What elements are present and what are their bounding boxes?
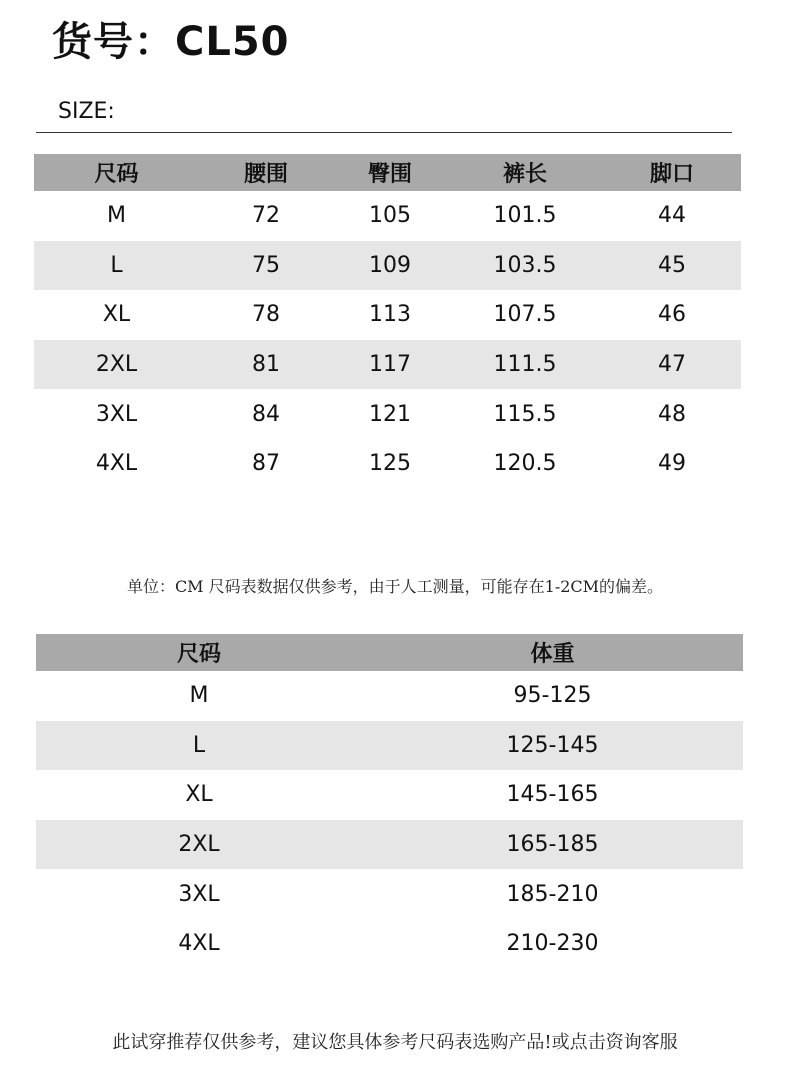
- table-row: [34, 241, 741, 291]
- cell-size: 3XL: [95, 401, 138, 427]
- table-row: [36, 721, 743, 771]
- cell-length: 111.5: [447, 340, 603, 390]
- cell-hem: 48: [658, 401, 686, 427]
- cell-weight: 210-230: [506, 931, 599, 957]
- size-chart-header-row: [34, 154, 741, 191]
- cell-size: L: [36, 721, 362, 771]
- header-size: 尺码: [36, 634, 362, 671]
- weight-chart-header-row: [36, 634, 743, 671]
- cell-length: 120.5: [493, 451, 557, 477]
- cell-hem: 49: [658, 451, 686, 477]
- table-row: [34, 389, 741, 439]
- header-waist: 腰围: [199, 154, 333, 191]
- cell-weight: 125-145: [362, 721, 743, 771]
- size-divider: [36, 132, 732, 133]
- product-code-title: 货号：CL50: [52, 19, 290, 65]
- cell-size: 4XL: [178, 931, 220, 957]
- cell-size: XL: [102, 302, 131, 328]
- cell-size: 4XL: [95, 451, 138, 477]
- header-size: 尺码: [34, 154, 199, 191]
- cell-size: 3XL: [178, 881, 220, 907]
- cell-length: 107.5: [493, 302, 557, 328]
- cell-size: M: [107, 203, 126, 229]
- table-row: [34, 191, 741, 241]
- cell-waist: 84: [252, 401, 280, 427]
- advice-note: 此试穿推荐仅供参考，建议您具体参考尺码表选购产品!或点击资询客服: [112, 1032, 678, 1053]
- cell-hip: 117: [333, 340, 447, 390]
- cell-length: 101.5: [493, 203, 557, 229]
- cell-size: 2XL: [34, 340, 199, 390]
- table-row: [36, 770, 743, 820]
- header-length: 裤长: [447, 154, 603, 191]
- cell-size: L: [34, 241, 199, 291]
- table-row: [36, 671, 743, 721]
- cell-hip: 121: [369, 401, 411, 427]
- cell-size: M: [189, 683, 209, 709]
- cell-waist: 87: [252, 451, 280, 477]
- table-row: [34, 290, 741, 340]
- cell-hip: 109: [333, 241, 447, 291]
- cell-weight: 165-185: [362, 820, 743, 870]
- cell-hem: 46: [658, 302, 686, 328]
- table-row: [36, 820, 743, 870]
- cell-hip: 105: [369, 203, 411, 229]
- cell-hip: 125: [369, 451, 411, 477]
- cell-waist: 72: [252, 203, 280, 229]
- cell-waist: 81: [199, 340, 333, 390]
- cell-weight: 185-210: [506, 881, 599, 907]
- table-row: [36, 869, 743, 919]
- weight-chart-table: [36, 634, 743, 969]
- cell-waist: 78: [252, 302, 280, 328]
- cell-weight: 145-165: [506, 782, 599, 808]
- size-chart-table: [34, 154, 741, 489]
- table-row: [36, 919, 743, 969]
- table-row: [34, 340, 741, 390]
- cell-hem: 44: [658, 203, 686, 229]
- unit-note: 单位：CM 尺码表数据仅供参考，由于人工测量，可能存在1-2CM的偏差。: [126, 577, 664, 596]
- cell-length: 115.5: [493, 401, 557, 427]
- cell-hip: 113: [369, 302, 411, 328]
- header-hem: 脚口: [603, 154, 741, 191]
- cell-hem: 47: [603, 340, 741, 390]
- cell-waist: 75: [199, 241, 333, 291]
- cell-size: 2XL: [36, 820, 362, 870]
- cell-weight: 95-125: [513, 683, 592, 709]
- cell-length: 103.5: [447, 241, 603, 291]
- cell-size: XL: [185, 782, 213, 808]
- header-hip: 臀围: [333, 154, 447, 191]
- header-weight: 体重: [362, 634, 743, 671]
- cell-hem: 45: [603, 241, 741, 291]
- size-label: SIZE:: [58, 99, 115, 124]
- table-row: [34, 439, 741, 489]
